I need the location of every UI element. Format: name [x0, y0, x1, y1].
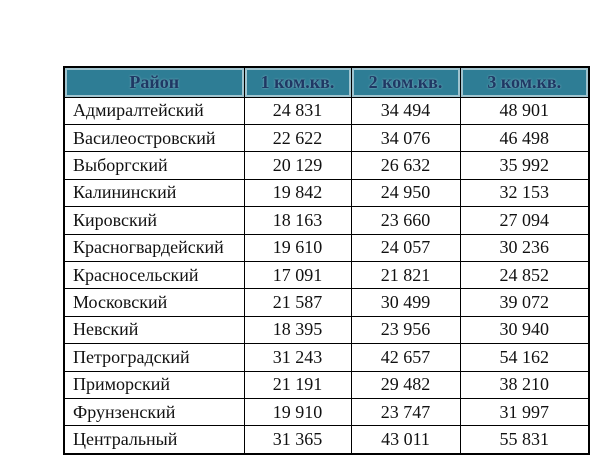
price-cell: 42 657	[351, 344, 460, 371]
district-name-cell: Московский	[64, 289, 244, 316]
table-row	[64, 344, 589, 371]
price-cell: 19 610	[244, 234, 351, 261]
price-cell: 43 011	[351, 426, 460, 454]
table-row	[64, 316, 589, 343]
price-cell: 23 956	[351, 316, 460, 343]
price-cell: 24 057	[351, 234, 460, 261]
district-name-cell: Василеостровский	[64, 124, 244, 151]
price-cell: 19 842	[244, 179, 351, 206]
column-header-1room: 1 ком.кв.	[244, 67, 351, 97]
price-cell: 30 236	[460, 234, 589, 261]
district-name-cell: Красногвардейский	[64, 234, 244, 261]
column-header-district: Район	[64, 67, 244, 97]
price-cell: 20 129	[244, 152, 351, 179]
price-cell: 54 162	[460, 344, 589, 371]
price-cell: 21 821	[351, 261, 460, 288]
price-cell: 32 153	[460, 179, 589, 206]
district-name-cell: Кировский	[64, 207, 244, 234]
district-name-cell: Фрунзенский	[64, 398, 244, 425]
column-header-2room: 2 ком.кв.	[351, 67, 460, 97]
district-name-cell: Приморский	[64, 371, 244, 398]
price-cell: 18 395	[244, 316, 351, 343]
price-cell: 27 094	[460, 207, 589, 234]
price-cell: 30 499	[351, 289, 460, 316]
table-row	[64, 97, 589, 124]
price-cell: 38 210	[460, 371, 589, 398]
table-row	[64, 124, 589, 151]
column-header-3room: 3 ком.кв.	[460, 67, 589, 97]
district-name-cell: Адмиралтейский	[64, 97, 244, 124]
price-cell: 23 660	[351, 207, 460, 234]
price-cell: 29 482	[351, 371, 460, 398]
table-header-row	[64, 67, 589, 97]
price-cell: 34 076	[351, 124, 460, 151]
price-cell: 30 940	[460, 316, 589, 343]
price-cell: 26 632	[351, 152, 460, 179]
price-cell: 17 091	[244, 261, 351, 288]
district-name-cell: Петроградский	[64, 344, 244, 371]
price-cell: 34 494	[351, 97, 460, 124]
price-cell: 46 498	[460, 124, 589, 151]
price-cell: 24 831	[244, 97, 351, 124]
price-cell: 19 910	[244, 398, 351, 425]
price-cell: 31 997	[460, 398, 589, 425]
district-name-cell: Калининский	[64, 179, 244, 206]
price-cell: 23 747	[351, 398, 460, 425]
table-row	[64, 207, 589, 234]
table-row	[64, 234, 589, 261]
price-cell: 31 243	[244, 344, 351, 371]
price-cell: 31 365	[244, 426, 351, 454]
price-cell: 21 587	[244, 289, 351, 316]
price-cell: 24 950	[351, 179, 460, 206]
district-name-cell: Красносельский	[64, 261, 244, 288]
table-row	[64, 371, 589, 398]
price-cell: 22 622	[244, 124, 351, 151]
price-cell: 21 191	[244, 371, 351, 398]
table-row	[64, 426, 589, 454]
table-row	[64, 152, 589, 179]
price-cell: 24 852	[460, 261, 589, 288]
district-name-cell: Невский	[64, 316, 244, 343]
price-cell: 48 901	[460, 97, 589, 124]
district-price-table	[63, 66, 590, 455]
table-row	[64, 398, 589, 425]
price-cell: 35 992	[460, 152, 589, 179]
district-name-cell: Выборгский	[64, 152, 244, 179]
price-cell: 55 831	[460, 426, 589, 454]
price-cell: 18 163	[244, 207, 351, 234]
table-row	[64, 289, 589, 316]
table-row	[64, 179, 589, 206]
table-row	[64, 261, 589, 288]
price-cell: 39 072	[460, 289, 589, 316]
district-name-cell: Центральный	[64, 426, 244, 454]
